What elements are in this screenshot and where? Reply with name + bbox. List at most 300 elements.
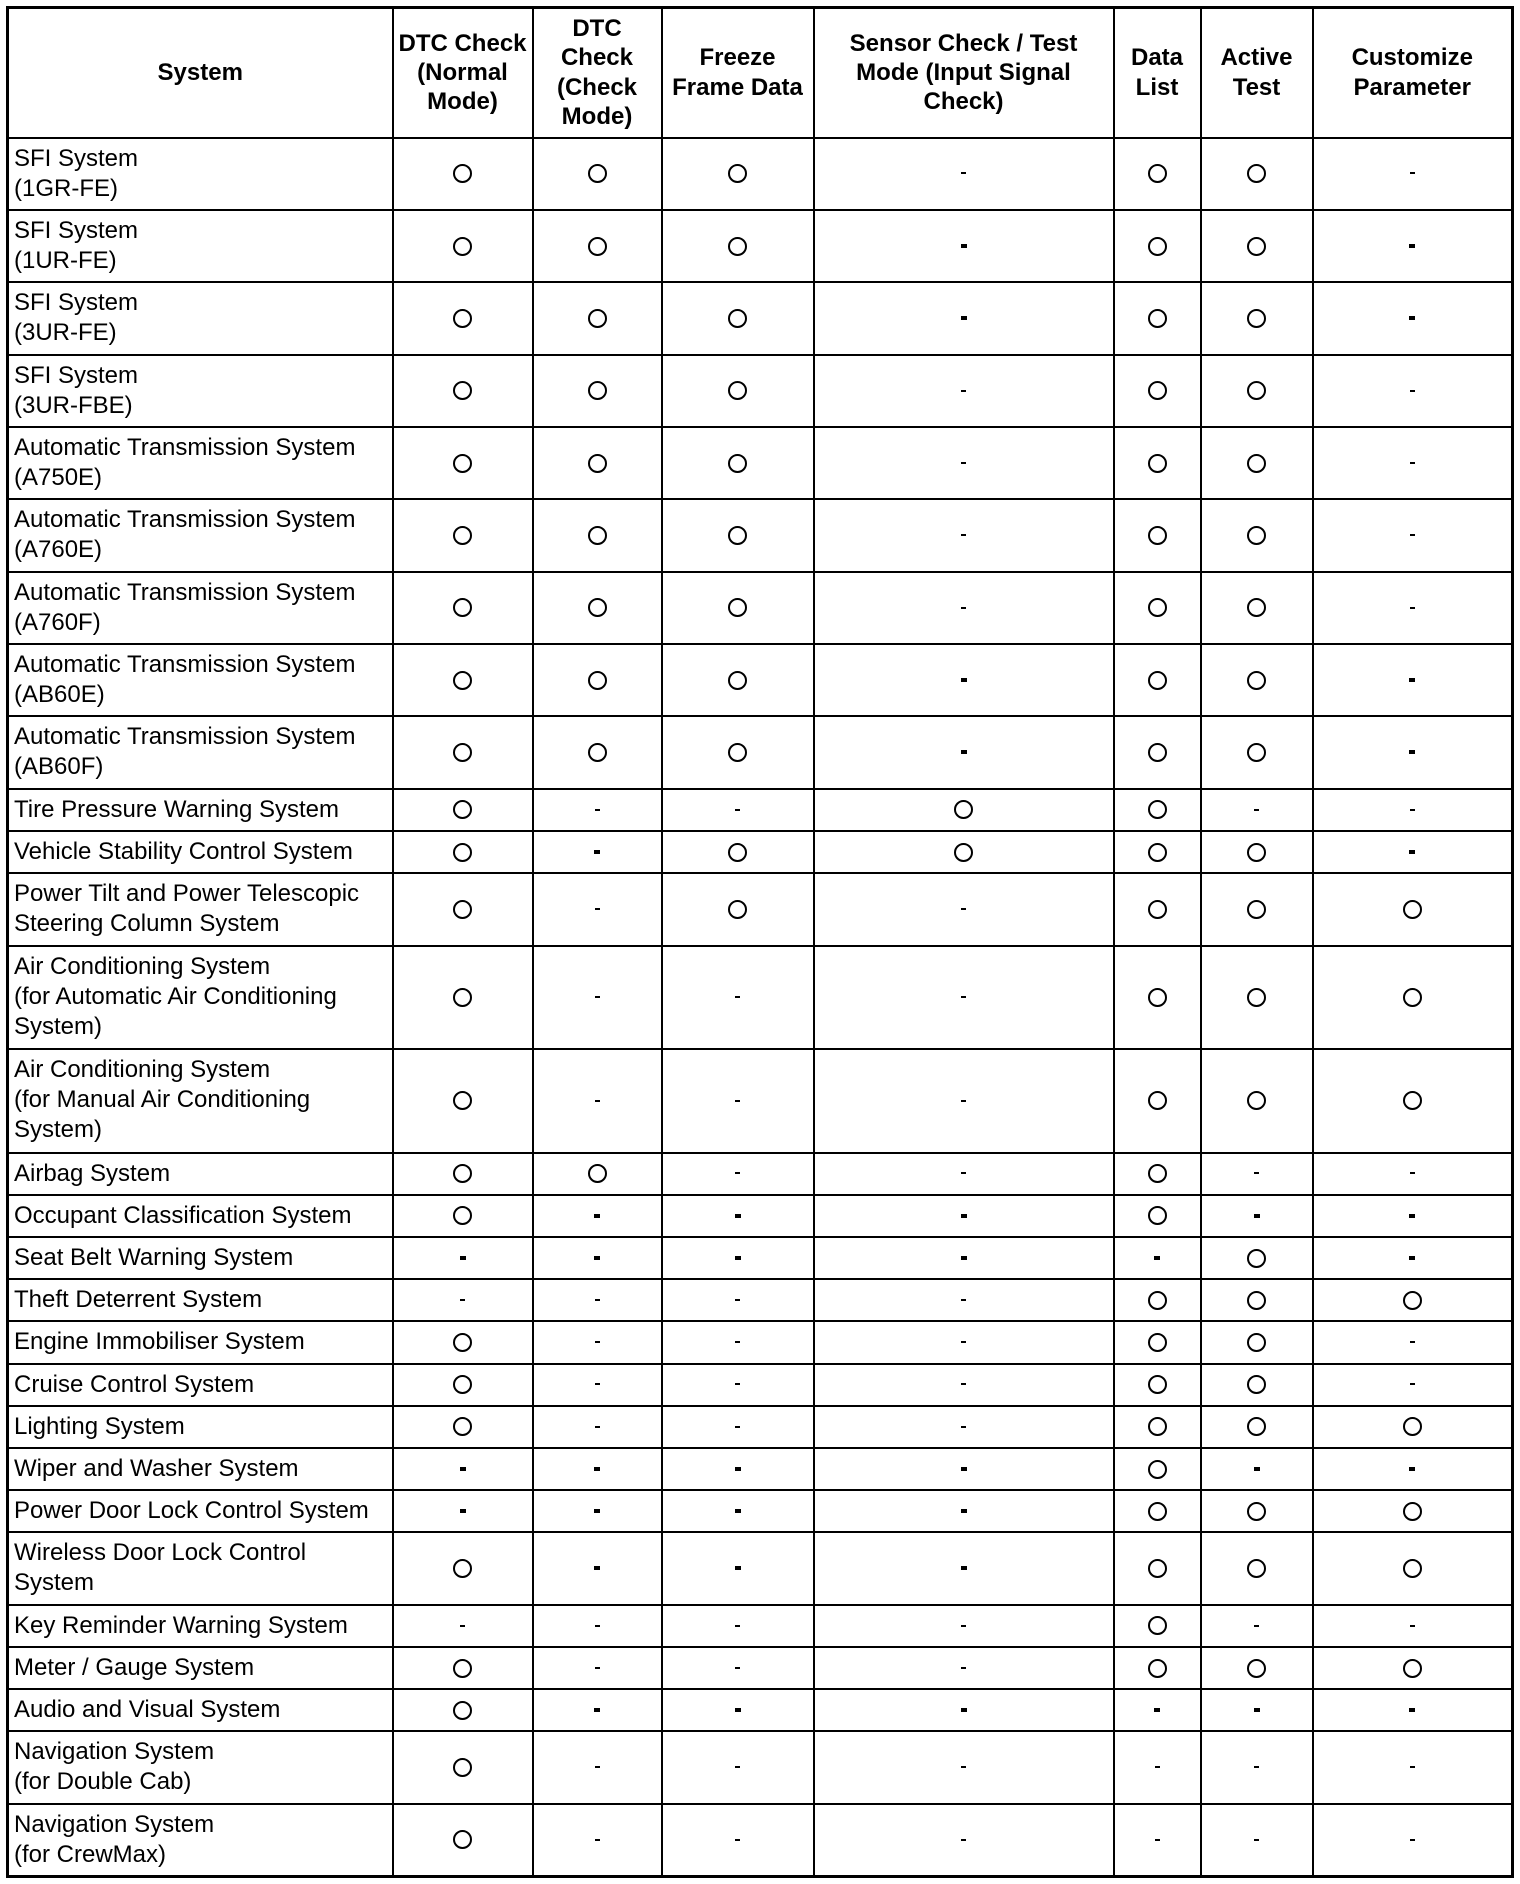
supported-circle-icon xyxy=(1247,454,1266,473)
col-header-active-test: Active Test xyxy=(1201,8,1313,138)
not-supported-dash-icon xyxy=(594,850,600,854)
supported-circle-icon xyxy=(1403,1417,1422,1436)
cell-active-test xyxy=(1201,282,1313,354)
cell-freeze-frame xyxy=(662,1532,814,1604)
not-supported-dash-icon xyxy=(1254,1625,1259,1627)
not-supported-dash-icon xyxy=(961,1839,966,1841)
cell-active-test xyxy=(1201,499,1313,571)
supported-circle-icon xyxy=(453,526,472,545)
not-supported-dash-icon xyxy=(460,1625,465,1627)
table-row xyxy=(8,1321,1513,1363)
not-supported-dash-icon xyxy=(1410,1839,1415,1841)
supported-circle-icon xyxy=(1148,1291,1167,1310)
cell-dtc-normal xyxy=(393,1049,533,1153)
supported-circle-icon xyxy=(728,671,747,690)
cell-freeze-frame xyxy=(662,1804,814,1877)
not-supported-dash-icon xyxy=(1410,1766,1415,1768)
supported-circle-icon xyxy=(1247,309,1266,328)
not-supported-dash-icon xyxy=(961,534,966,536)
table-row xyxy=(8,282,1513,354)
table-row xyxy=(8,1279,1513,1321)
system-name-cell: Audio and Visual System xyxy=(8,1689,393,1731)
cell-dtc-check xyxy=(533,1195,662,1237)
supported-circle-icon xyxy=(1247,1375,1266,1394)
cell-dtc-check xyxy=(533,716,662,788)
cell-customize xyxy=(1313,1532,1513,1604)
not-supported-dash-icon xyxy=(735,1625,740,1627)
cell-sensor-check xyxy=(814,789,1114,831)
supported-circle-icon xyxy=(728,454,747,473)
cell-freeze-frame xyxy=(662,1364,814,1406)
cell-sensor-check xyxy=(814,1490,1114,1532)
not-supported-dash-icon xyxy=(595,908,600,910)
cell-freeze-frame xyxy=(662,789,814,831)
not-supported-dash-icon xyxy=(961,1566,967,1570)
cell-sensor-check xyxy=(814,1731,1114,1803)
supported-circle-icon xyxy=(1247,381,1266,400)
cell-sensor-check xyxy=(814,1448,1114,1490)
supported-circle-icon xyxy=(1403,900,1422,919)
supported-circle-icon xyxy=(728,843,747,862)
cell-sensor-check xyxy=(814,1237,1114,1279)
cell-data-list xyxy=(1114,1804,1201,1877)
cell-dtc-check xyxy=(533,1279,662,1321)
system-name-cell: Automatic Transmission System (A750E) xyxy=(8,427,393,499)
cell-sensor-check xyxy=(814,1605,1114,1647)
supported-circle-icon xyxy=(1148,671,1167,690)
system-name-cell: Power Door Lock Control System xyxy=(8,1490,393,1532)
cell-sensor-check xyxy=(814,644,1114,716)
not-supported-dash-icon xyxy=(961,1256,967,1260)
cell-customize xyxy=(1313,1647,1513,1689)
supported-circle-icon xyxy=(1247,598,1266,617)
cell-dtc-normal xyxy=(393,1195,533,1237)
supported-circle-icon xyxy=(1148,1460,1167,1479)
system-name-cell: Power Tilt and Power Telescopic Steering Column System xyxy=(8,873,393,945)
cell-freeze-frame xyxy=(662,1195,814,1237)
cell-sensor-check xyxy=(814,831,1114,873)
cell-data-list xyxy=(1114,355,1201,427)
supported-circle-icon xyxy=(1148,237,1167,256)
not-supported-dash-icon xyxy=(961,1766,966,1768)
col-header-system: System xyxy=(8,8,393,138)
system-name-cell: Automatic Transmission System (AB60E) xyxy=(8,644,393,716)
cell-dtc-check xyxy=(533,1321,662,1363)
cell-dtc-check xyxy=(533,831,662,873)
not-supported-dash-icon xyxy=(735,1566,741,1570)
cell-dtc-check xyxy=(533,1049,662,1153)
supported-circle-icon xyxy=(1247,1417,1266,1436)
cell-freeze-frame xyxy=(662,873,814,945)
supported-circle-icon xyxy=(453,900,472,919)
supported-circle-icon xyxy=(1148,1375,1167,1394)
table-row xyxy=(8,789,1513,831)
not-supported-dash-icon xyxy=(735,809,740,811)
cell-freeze-frame xyxy=(662,1490,814,1532)
cell-freeze-frame xyxy=(662,427,814,499)
cell-dtc-check xyxy=(533,1490,662,1532)
supported-circle-icon xyxy=(954,843,973,862)
supported-circle-icon xyxy=(588,671,607,690)
not-supported-dash-icon xyxy=(735,1708,741,1712)
not-supported-dash-icon xyxy=(1410,809,1415,811)
cell-freeze-frame xyxy=(662,1153,814,1195)
cell-dtc-check xyxy=(533,1448,662,1490)
col-header-customize: Customize Parameter xyxy=(1313,8,1513,138)
table-row xyxy=(8,1195,1513,1237)
cell-freeze-frame xyxy=(662,1731,814,1803)
not-supported-dash-icon xyxy=(961,390,966,392)
cell-data-list xyxy=(1114,1490,1201,1532)
cell-sensor-check xyxy=(814,1279,1114,1321)
not-supported-dash-icon xyxy=(735,1426,740,1428)
supported-circle-icon xyxy=(728,164,747,183)
table-row xyxy=(8,499,1513,571)
not-supported-dash-icon xyxy=(735,1383,740,1385)
cell-dtc-check xyxy=(533,138,662,210)
not-supported-dash-icon xyxy=(961,1667,966,1669)
supported-circle-icon xyxy=(453,1701,472,1720)
cell-dtc-normal xyxy=(393,1321,533,1363)
cell-sensor-check xyxy=(814,1049,1114,1153)
system-name-cell: Theft Deterrent System xyxy=(8,1279,393,1321)
supported-circle-icon xyxy=(1247,1333,1266,1352)
supported-circle-icon xyxy=(1148,1659,1167,1678)
supported-circle-icon xyxy=(1148,598,1167,617)
cell-dtc-normal xyxy=(393,355,533,427)
supported-circle-icon xyxy=(728,526,747,545)
not-supported-dash-icon xyxy=(1409,1256,1415,1260)
cell-dtc-check xyxy=(533,572,662,644)
supported-circle-icon xyxy=(453,1164,472,1183)
cell-dtc-check xyxy=(533,1237,662,1279)
system-name-cell: Cruise Control System xyxy=(8,1364,393,1406)
cell-active-test xyxy=(1201,789,1313,831)
system-name-cell: Navigation System (for Double Cab) xyxy=(8,1731,393,1803)
supported-circle-icon xyxy=(453,598,472,617)
cell-customize xyxy=(1313,1364,1513,1406)
cell-dtc-normal xyxy=(393,716,533,788)
cell-data-list xyxy=(1114,789,1201,831)
cell-customize xyxy=(1313,1049,1513,1153)
table-row xyxy=(8,138,1513,210)
cell-dtc-check xyxy=(533,873,662,945)
cell-data-list xyxy=(1114,1731,1201,1803)
not-supported-dash-icon xyxy=(595,1839,600,1841)
cell-dtc-normal xyxy=(393,831,533,873)
system-name-cell: Vehicle Stability Control System xyxy=(8,831,393,873)
cell-active-test xyxy=(1201,572,1313,644)
supported-circle-icon xyxy=(588,381,607,400)
not-supported-dash-icon xyxy=(1409,1214,1415,1218)
cell-dtc-check xyxy=(533,946,662,1050)
cell-freeze-frame xyxy=(662,716,814,788)
not-supported-dash-icon xyxy=(1409,1467,1415,1471)
cell-data-list xyxy=(1114,1406,1201,1448)
not-supported-dash-icon xyxy=(735,1256,741,1260)
cell-dtc-check xyxy=(533,1153,662,1195)
table-row xyxy=(8,1605,1513,1647)
supported-circle-icon xyxy=(1148,1206,1167,1225)
supported-circle-icon xyxy=(1148,1417,1167,1436)
not-supported-dash-icon xyxy=(961,1708,967,1712)
cell-dtc-check xyxy=(533,1605,662,1647)
cell-active-test xyxy=(1201,355,1313,427)
cell-dtc-normal xyxy=(393,1406,533,1448)
supported-circle-icon xyxy=(1148,309,1167,328)
cell-active-test xyxy=(1201,1605,1313,1647)
cell-data-list xyxy=(1114,946,1201,1050)
cell-active-test xyxy=(1201,644,1313,716)
cell-dtc-check xyxy=(533,210,662,282)
cell-dtc-normal xyxy=(393,1448,533,1490)
cell-freeze-frame xyxy=(662,1647,814,1689)
cell-customize xyxy=(1313,1195,1513,1237)
table-row xyxy=(8,644,1513,716)
not-supported-dash-icon xyxy=(595,1299,600,1301)
supported-circle-icon xyxy=(453,1091,472,1110)
supported-circle-icon xyxy=(1148,1091,1167,1110)
not-supported-dash-icon xyxy=(1254,1708,1260,1712)
cell-active-test xyxy=(1201,138,1313,210)
supported-circle-icon xyxy=(1247,900,1266,919)
cell-active-test xyxy=(1201,1321,1313,1363)
not-supported-dash-icon xyxy=(1409,678,1415,682)
cell-dtc-normal xyxy=(393,1532,533,1604)
not-supported-dash-icon xyxy=(594,1708,600,1712)
not-supported-dash-icon xyxy=(1410,1625,1415,1627)
cell-customize xyxy=(1313,1279,1513,1321)
system-name-cell: Automatic Transmission System (AB60F) xyxy=(8,716,393,788)
system-name-cell: Seat Belt Warning System xyxy=(8,1237,393,1279)
cell-data-list xyxy=(1114,1532,1201,1604)
system-name-cell: SFI System (1UR-FE) xyxy=(8,210,393,282)
system-name-cell: Engine Immobiliser System xyxy=(8,1321,393,1363)
not-supported-dash-icon xyxy=(961,1509,967,1513)
table-row xyxy=(8,1153,1513,1195)
cell-active-test xyxy=(1201,873,1313,945)
supported-circle-icon xyxy=(1247,1659,1266,1678)
not-supported-dash-icon xyxy=(1410,172,1415,174)
cell-freeze-frame xyxy=(662,1049,814,1153)
cell-active-test xyxy=(1201,1647,1313,1689)
supported-circle-icon xyxy=(1403,1091,1422,1110)
cell-customize xyxy=(1313,873,1513,945)
cell-customize xyxy=(1313,1448,1513,1490)
cell-sensor-check xyxy=(814,1647,1114,1689)
not-supported-dash-icon xyxy=(594,1467,600,1471)
supported-circle-icon xyxy=(1403,1502,1422,1521)
supported-circle-icon xyxy=(588,309,607,328)
cell-customize xyxy=(1313,572,1513,644)
header-row xyxy=(8,8,1513,138)
table-row xyxy=(8,831,1513,873)
table-row xyxy=(8,427,1513,499)
not-supported-dash-icon xyxy=(961,1467,967,1471)
cell-active-test xyxy=(1201,427,1313,499)
table-row xyxy=(8,1804,1513,1877)
cell-dtc-check xyxy=(533,1406,662,1448)
system-name-cell: Automatic Transmission System (A760F) xyxy=(8,572,393,644)
supported-circle-icon xyxy=(588,598,607,617)
cell-customize xyxy=(1313,789,1513,831)
col-header-dtc-normal: DTC Check (Normal Mode) xyxy=(393,8,533,138)
cell-freeze-frame xyxy=(662,946,814,1050)
cell-data-list xyxy=(1114,1237,1201,1279)
not-supported-dash-icon xyxy=(735,1667,740,1669)
system-name-cell: Key Reminder Warning System xyxy=(8,1605,393,1647)
system-name-cell: Wireless Door Lock Control System xyxy=(8,1532,393,1604)
system-name-cell: Meter / Gauge System xyxy=(8,1647,393,1689)
cell-data-list xyxy=(1114,572,1201,644)
cell-data-list xyxy=(1114,1195,1201,1237)
table-row xyxy=(8,1049,1513,1153)
cell-customize xyxy=(1313,355,1513,427)
cell-active-test xyxy=(1201,1532,1313,1604)
not-supported-dash-icon xyxy=(1155,1766,1160,1768)
supported-circle-icon xyxy=(588,164,607,183)
not-supported-dash-icon xyxy=(594,1566,600,1570)
supported-circle-icon xyxy=(728,743,747,762)
cell-sensor-check xyxy=(814,1804,1114,1877)
not-supported-dash-icon xyxy=(961,1341,966,1343)
not-supported-dash-icon xyxy=(1409,316,1415,320)
cell-dtc-check xyxy=(533,1804,662,1877)
not-supported-dash-icon xyxy=(961,1172,966,1174)
supported-circle-icon xyxy=(588,1164,607,1183)
supported-circle-icon xyxy=(453,1830,472,1849)
not-supported-dash-icon xyxy=(1409,244,1415,248)
cell-sensor-check xyxy=(814,1406,1114,1448)
cell-sensor-check xyxy=(814,1364,1114,1406)
cell-sensor-check xyxy=(814,1532,1114,1604)
not-supported-dash-icon xyxy=(735,1299,740,1301)
not-supported-dash-icon xyxy=(735,1839,740,1841)
cell-active-test xyxy=(1201,1049,1313,1153)
col-header-dtc-check: DTC Check (Check Mode) xyxy=(533,8,662,138)
cell-active-test xyxy=(1201,1448,1313,1490)
table-body xyxy=(8,138,1513,1877)
cell-freeze-frame xyxy=(662,355,814,427)
not-supported-dash-icon xyxy=(961,750,967,754)
supported-circle-icon xyxy=(728,900,747,919)
cell-customize xyxy=(1313,946,1513,1050)
supported-circle-icon xyxy=(453,671,472,690)
cell-dtc-normal xyxy=(393,873,533,945)
not-supported-dash-icon xyxy=(735,1214,741,1218)
supported-circle-icon xyxy=(1247,1249,1266,1268)
table-row xyxy=(8,1490,1513,1532)
cell-dtc-normal xyxy=(393,1490,533,1532)
cell-sensor-check xyxy=(814,716,1114,788)
not-supported-dash-icon xyxy=(595,1766,600,1768)
cell-data-list xyxy=(1114,499,1201,571)
not-supported-dash-icon xyxy=(460,1299,465,1301)
not-supported-dash-icon xyxy=(460,1509,466,1513)
cell-sensor-check xyxy=(814,1321,1114,1363)
cell-dtc-normal xyxy=(393,138,533,210)
supported-circle-icon xyxy=(1148,800,1167,819)
not-supported-dash-icon xyxy=(595,1667,600,1669)
cell-dtc-normal xyxy=(393,1647,533,1689)
not-supported-dash-icon xyxy=(595,1426,600,1428)
not-supported-dash-icon xyxy=(961,1625,966,1627)
supported-circle-icon xyxy=(1247,743,1266,762)
cell-sensor-check xyxy=(814,1195,1114,1237)
supported-circle-icon xyxy=(728,237,747,256)
not-supported-dash-icon xyxy=(595,1100,600,1102)
supported-circle-icon xyxy=(1403,1659,1422,1678)
cell-customize xyxy=(1313,1490,1513,1532)
cell-active-test xyxy=(1201,1689,1313,1731)
cell-freeze-frame xyxy=(662,1406,814,1448)
cell-customize xyxy=(1313,1153,1513,1195)
cell-dtc-check xyxy=(533,1364,662,1406)
cell-freeze-frame xyxy=(662,138,814,210)
cell-dtc-normal xyxy=(393,1279,533,1321)
not-supported-dash-icon xyxy=(594,1256,600,1260)
cell-dtc-normal xyxy=(393,1689,533,1731)
not-supported-dash-icon xyxy=(735,1766,740,1768)
supported-circle-icon xyxy=(1148,1333,1167,1352)
cell-dtc-check xyxy=(533,355,662,427)
table-row xyxy=(8,1364,1513,1406)
cell-sensor-check xyxy=(814,873,1114,945)
cell-dtc-normal xyxy=(393,644,533,716)
supported-circle-icon xyxy=(1247,671,1266,690)
system-name-cell: SFI System (1GR-FE) xyxy=(8,138,393,210)
supported-circle-icon xyxy=(453,1559,472,1578)
function-support-table xyxy=(6,6,1514,1878)
not-supported-dash-icon xyxy=(1410,1341,1415,1343)
cell-active-test xyxy=(1201,1237,1313,1279)
cell-dtc-normal xyxy=(393,789,533,831)
table-row xyxy=(8,1532,1513,1604)
cell-dtc-check xyxy=(533,282,662,354)
not-supported-dash-icon xyxy=(595,1341,600,1343)
not-supported-dash-icon xyxy=(961,1100,966,1102)
cell-customize xyxy=(1313,210,1513,282)
supported-circle-icon xyxy=(1148,454,1167,473)
cell-dtc-normal xyxy=(393,1731,533,1803)
supported-circle-icon xyxy=(1148,164,1167,183)
not-supported-dash-icon xyxy=(1410,607,1415,609)
cell-dtc-normal xyxy=(393,1804,533,1877)
supported-circle-icon xyxy=(1148,1502,1167,1521)
supported-circle-icon xyxy=(453,743,472,762)
supported-circle-icon xyxy=(453,309,472,328)
cell-freeze-frame xyxy=(662,1605,814,1647)
not-supported-dash-icon xyxy=(735,1100,740,1102)
supported-circle-icon xyxy=(1247,1091,1266,1110)
not-supported-dash-icon xyxy=(595,1383,600,1385)
cell-active-test xyxy=(1201,1490,1313,1532)
not-supported-dash-icon xyxy=(1154,1256,1160,1260)
cell-dtc-normal xyxy=(393,572,533,644)
not-supported-dash-icon xyxy=(1154,1708,1160,1712)
supported-circle-icon xyxy=(1148,843,1167,862)
cell-freeze-frame xyxy=(662,1448,814,1490)
cell-active-test xyxy=(1201,716,1313,788)
not-supported-dash-icon xyxy=(460,1467,466,1471)
cell-freeze-frame xyxy=(662,831,814,873)
cell-active-test xyxy=(1201,1364,1313,1406)
table-row xyxy=(8,1406,1513,1448)
not-supported-dash-icon xyxy=(735,1509,741,1513)
not-supported-dash-icon xyxy=(1410,534,1415,536)
system-name-cell: Airbag System xyxy=(8,1153,393,1195)
not-supported-dash-icon xyxy=(1409,850,1415,854)
